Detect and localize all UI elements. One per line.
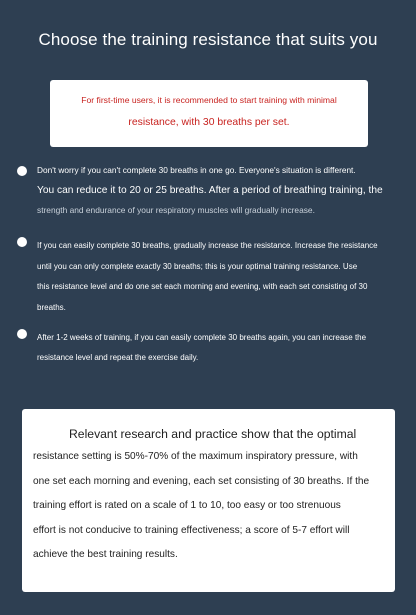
page-title: Choose the training resistance that suits you	[38, 30, 378, 49]
notice-text-line: For first-time users, it is recommended to start training with minimal	[81, 95, 337, 105]
tip-text-line: strength and endurance of your respiratory muscles will gradually increase.	[37, 205, 315, 215]
research-text-line: effort is not conducive to training effectiveness; a score of 5-7 effort will	[33, 524, 350, 536]
tip-paragraph-3	[37, 328, 409, 368]
research-text-line: resistance setting is 50%-70% of the maximum inspiratory pressure, with	[33, 451, 358, 462]
bullet-dot-icon	[17, 329, 27, 339]
tip-paragraph-1	[37, 164, 409, 216]
tip-text-line: You can reduce it to 20 or 25 breaths. After a period of breathing training, the	[37, 185, 383, 196]
tip-text-line: If you can easily complete 30 breaths, gradually increase the resistance. Increase the resistance	[37, 241, 378, 250]
research-text-line: achieve the best training results.	[33, 549, 178, 560]
recommendation-notice-card	[50, 80, 368, 147]
tip-text-line: breaths.	[37, 302, 66, 312]
research-text-line: Relevant research and practice show that the optimal	[69, 427, 357, 441]
notice-text-line: resistance, with 30 breaths per set.	[128, 117, 290, 128]
tip-paragraph-2	[37, 236, 409, 318]
bullet-dot-icon	[17, 166, 27, 176]
tip-text-line: After 1-2 weeks of training, if you can easily complete 30 breaths again, you can increase the	[37, 333, 367, 342]
bullet-dot-icon	[17, 237, 27, 247]
tip-text-line: this resistance level and do one set each morning and evening, with each set consisting of 30	[37, 282, 368, 291]
research-text-line: one set each morning and evening, each set consisting of 30 breaths. If the	[33, 475, 370, 487]
tip-text-line: Don't worry if you can't complete 30 breaths in one go. Everyone's situation is different.	[37, 165, 356, 175]
tip-text-line: resistance level and repeat the exercise daily.	[37, 353, 199, 362]
research-text-line: training effort is rated on a scale of 1 to 10, too easy or too strenuous	[33, 500, 341, 511]
tip-text-line: until you can only complete exactly 30 breaths; this is your optimal training resistance. Use	[37, 261, 358, 271]
research-info-card	[22, 409, 395, 592]
